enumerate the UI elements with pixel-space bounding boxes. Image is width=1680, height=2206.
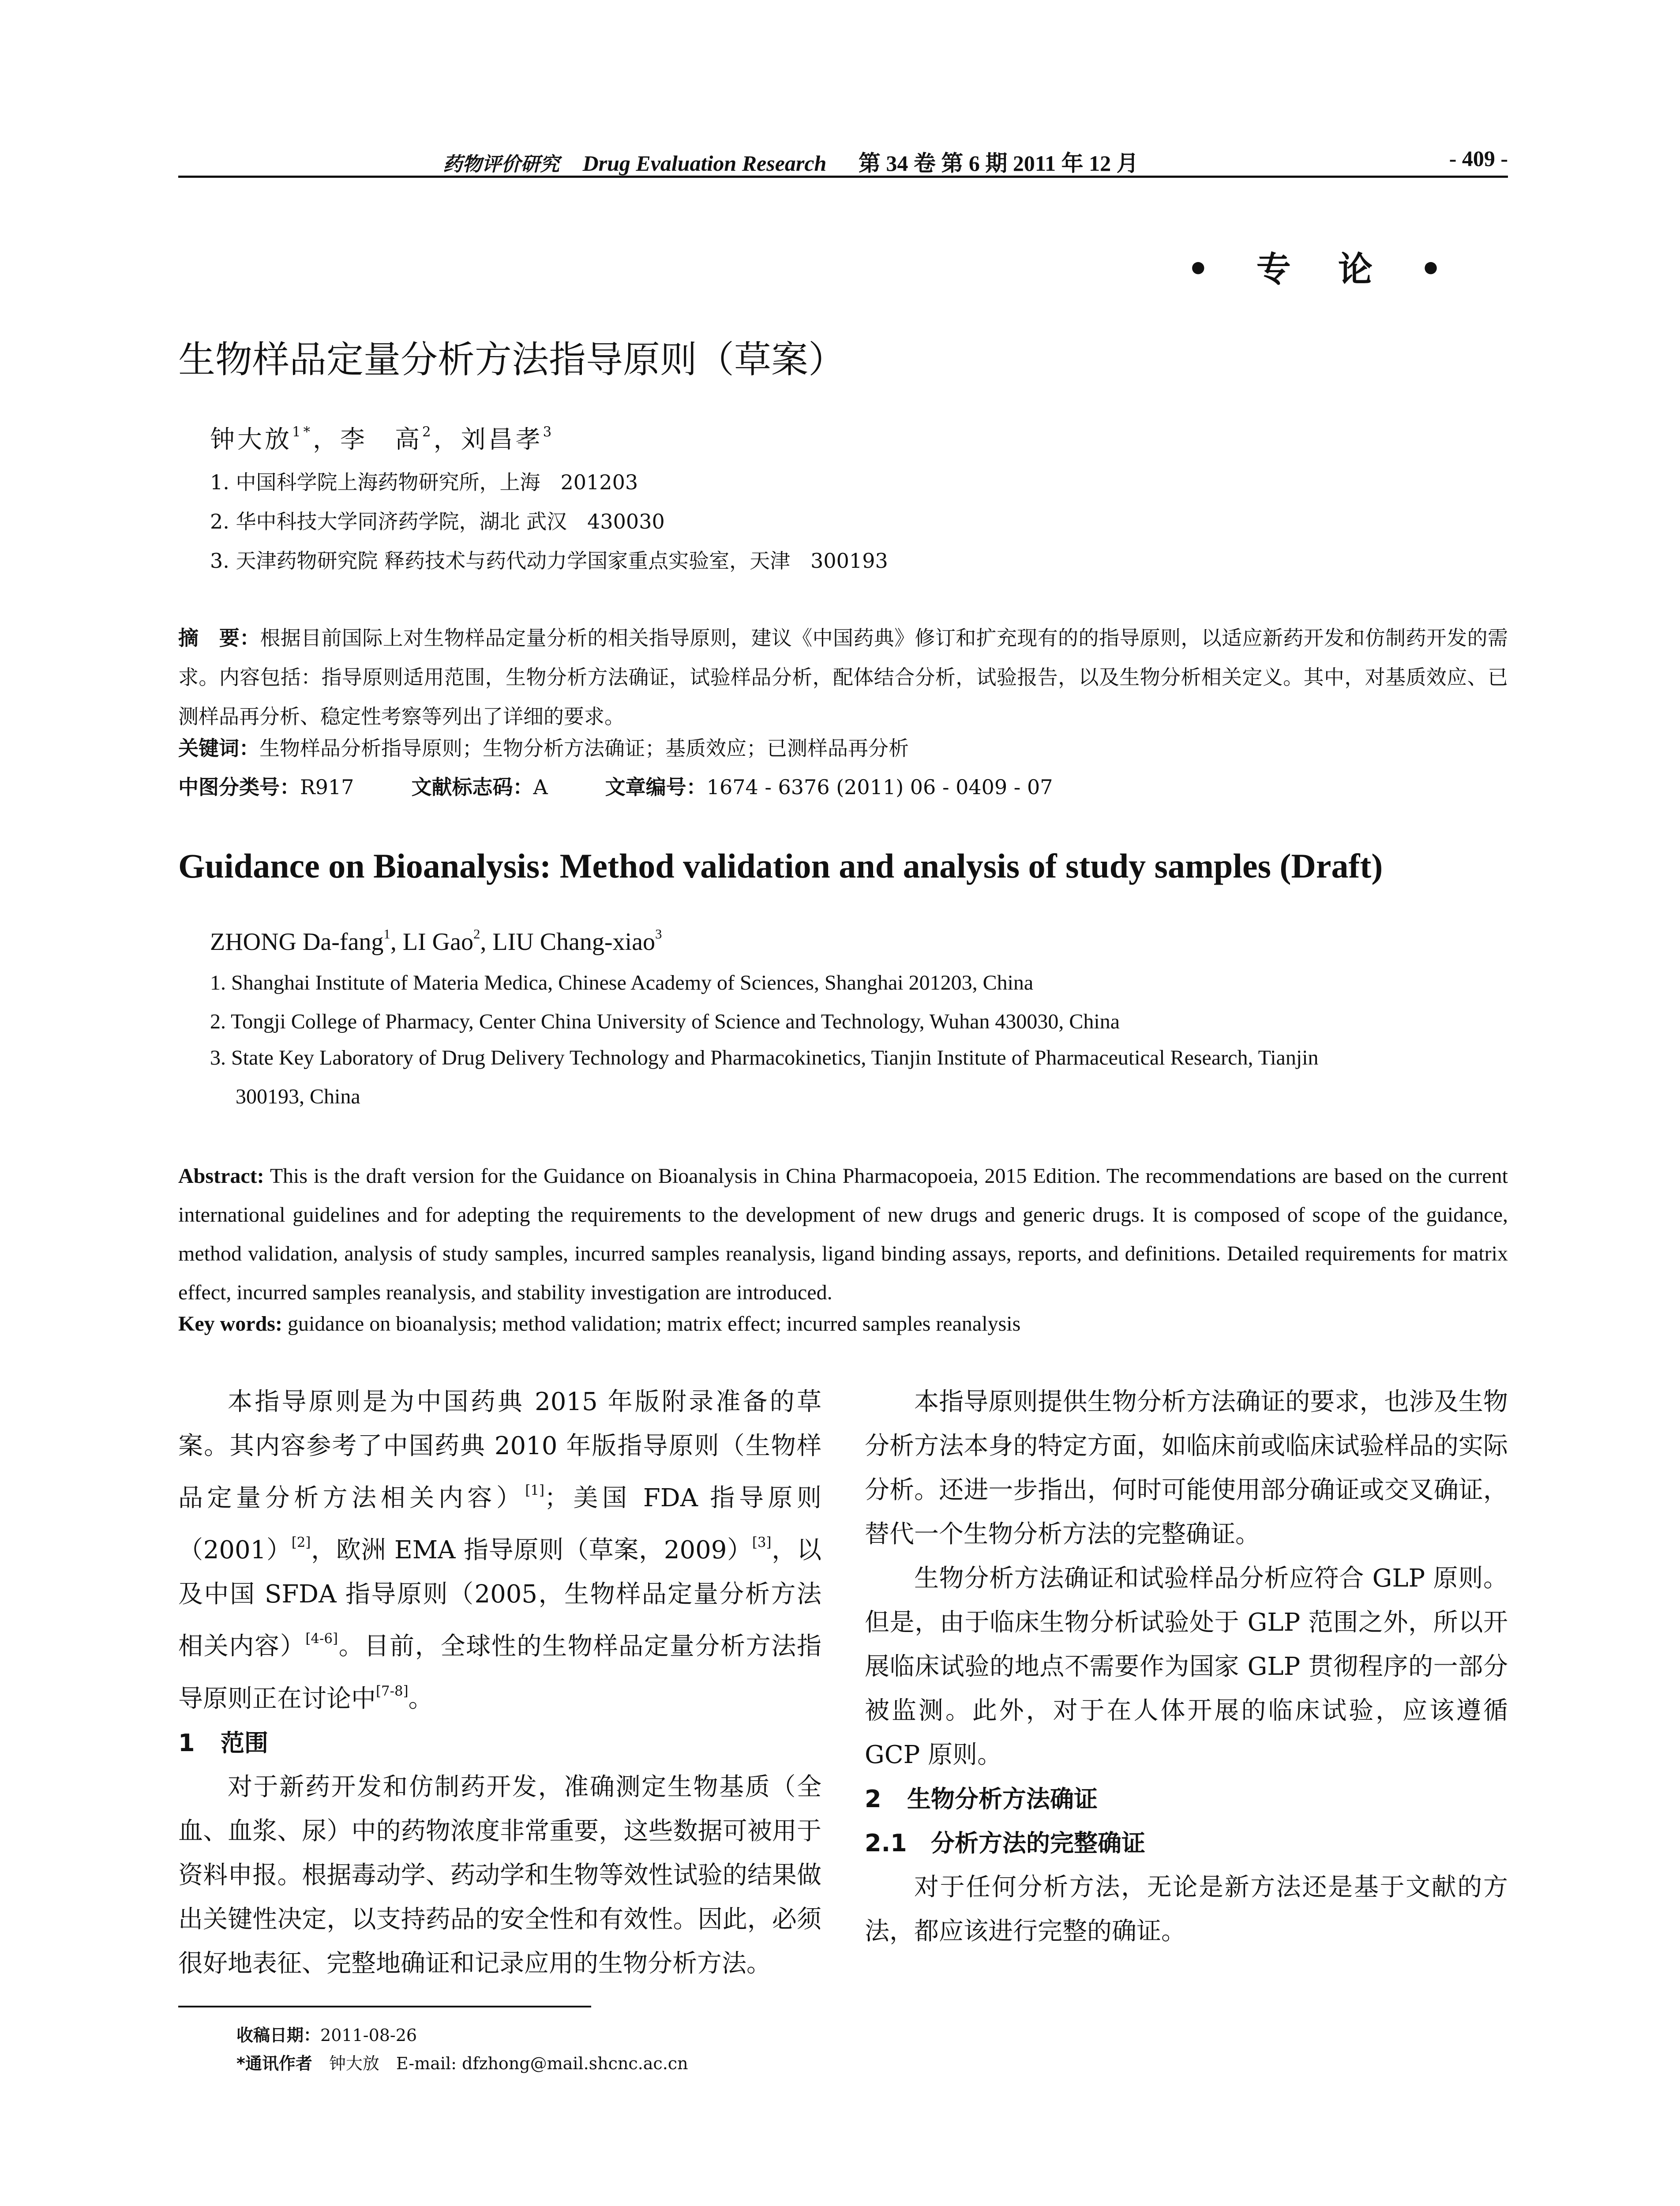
author-name: 李 高	[340, 425, 422, 454]
classification-line	[178, 771, 1053, 800]
body-paragraph: 生物分析方法确证和试验样品分析应符合 GLP 原则。但是，由于临床生物分析试验处于 GLP 范围之外，所以开展临床试验的地点不需要作为国家 GLP 贯彻程序的一部分被监测。此外，对于在人体开展的临床试验，应该遵循 GCP 原则。	[865, 1564, 1508, 1769]
english-authors	[210, 927, 662, 956]
doc-label: 文献标志码：	[411, 775, 533, 799]
body-left-column	[178, 1380, 821, 1986]
keywords-label: 关键词：	[178, 736, 259, 760]
received-label: 收稿日期：	[236, 2026, 321, 2045]
author-separator: ，	[433, 425, 461, 454]
class-value: R917	[300, 775, 354, 799]
section-heading-1	[178, 1721, 821, 1765]
english-keywords	[178, 1312, 1020, 1336]
page-number: - 409 -	[1449, 146, 1508, 171]
section-number: 2	[865, 1785, 881, 1813]
section-heading-2-1	[865, 1821, 1508, 1865]
journal-name: Drug Evaluation Research	[582, 151, 827, 176]
chinese-title: 生物样品定量分析方法指导原则（草案）	[178, 338, 846, 381]
article-value: 1674 - 6376 (2011) 06 - 0409 - 07	[706, 775, 1053, 799]
author-mark: 1	[383, 927, 390, 942]
author-name: ZHONG Da-fang	[210, 928, 384, 956]
author-mark: 1*	[292, 424, 313, 440]
author-separator: ,	[390, 928, 403, 956]
author-name: LIU Chang-xiao	[492, 928, 655, 956]
section-tag: • 专 论 •	[1187, 250, 1459, 289]
chinese-abstract	[178, 619, 1508, 736]
author-name: 钟大放	[210, 425, 292, 454]
section-number: 1	[178, 1729, 195, 1757]
body-paragraph	[178, 1380, 821, 1721]
english-abstract	[178, 1157, 1508, 1312]
section-title: 生物分析方法确证	[907, 1785, 1098, 1813]
section-number: 2.1	[865, 1829, 907, 1857]
keywords-text: 生物样品分析指导原则；生物分析方法确证；基质效应；已测样品再分析	[259, 736, 909, 760]
citation: [3]	[752, 1534, 772, 1551]
citation: [7-8]	[376, 1683, 409, 1699]
author-name: 刘昌孝	[461, 425, 543, 454]
footnote-divider	[178, 2006, 591, 2007]
author-mark: 2	[422, 424, 434, 440]
header-left	[443, 146, 1139, 177]
keywords-label: Key words:	[178, 1312, 282, 1336]
text-run: 。目前，全球性的生物样品定量分析方法指导原则正在讨论中	[178, 1632, 822, 1713]
abstract-label: 摘 要：	[178, 626, 260, 650]
keywords-text: guidance on bioanalysis; method validation; matrix effect; incurred samples reanalysis	[287, 1312, 1021, 1336]
text-run: ；美国 FDA 指导原则（2001）	[178, 1484, 822, 1565]
class-label: 中图分类号：	[178, 775, 300, 799]
chinese-affiliation-1: 1. 中国科学院上海药物研究所，上海 201203	[210, 470, 638, 494]
author-name: LI Gao	[402, 928, 473, 956]
journal-logo: 药物评价研究	[443, 153, 559, 176]
running-header	[178, 140, 1508, 178]
text-run: ，欧洲 EMA 指导原则（草案，2009）	[311, 1536, 752, 1565]
chinese-affiliation-2: 2. 华中科技大学同济药学院，湖北 武汉 430030	[210, 510, 665, 533]
issue-info: 第 34 卷 第 6 期 2011 年 12 月	[858, 151, 1139, 176]
author-mark: 2	[473, 927, 480, 942]
article-label: 文章编号：	[605, 775, 707, 799]
author-separator: ,	[480, 928, 493, 956]
text-run: 本指导原则是为中国药典 2015 年版附录准备的草案。其内容参考了中国药典 2010 年版指导原则（生物样品定量分析方法相关内容）	[178, 1388, 821, 1513]
doc-value: A	[533, 775, 548, 799]
citation: [2]	[291, 1534, 311, 1551]
affiliation-3-continuation: 300193, China	[236, 1085, 360, 1108]
section-title: 范围	[221, 1729, 268, 1757]
body-paragraph: 本指导原则提供生物分析方法确证的要求，也涉及生物分析方法本身的特定方面，如临床前或临床试验样品的实际分析。还进一步指出，何时可能使用部分确证或交叉确证，替代一个生物分析方法的完整确证。	[865, 1388, 1508, 1549]
footnote-received	[236, 2022, 417, 2046]
corresponding-label: *通讯作者	[236, 2054, 312, 2073]
abstract-label: Abstract:	[178, 1164, 264, 1188]
received-date: 2011-08-26	[320, 2026, 417, 2045]
abstract-text: This is the draft version for the Guidance on Bioanalysis in China Pharmacopoeia, 2015 Edition. The recommendations are based on the current international guidelines and for adepting the requirements to the development of new drugs and generic drugs. It is composed of scope of the guidance, method validation, analysis of study samples, incurred samples reanalysis, ligand binding assays, reports, and definitions. Detailed requirements for matrix effect, incurred samples reanalysis, and stability investigation are introduced.	[178, 1164, 1508, 1304]
section-heading-2	[865, 1777, 1508, 1821]
corresponding-info: 钟大放 E-mail: dfzhong@mail.shcnc.ac.cn	[329, 2054, 688, 2073]
affiliation-3-text: 3. State Key Laboratory of Drug Delivery Technology and Pharmacokinetics, Tianjin Institute of Pharmaceutical Research, Tianjin	[210, 1046, 1319, 1069]
chinese-keywords	[178, 732, 909, 762]
chinese-authors	[210, 420, 554, 455]
english-affiliation-2: 2. Tongji College of Pharmacy, Center China University of Science and Technology, Wuhan 430030, China	[210, 1010, 1120, 1033]
chinese-affiliation-3: 3. 天津药物研究院 释药技术与药代动力学国家重点实验室，天津 300193	[210, 549, 888, 573]
body-paragraph: 对于任何分析方法，无论是新方法还是基于文献的方法，都应该进行完整的确证。	[865, 1873, 1508, 1946]
footnote-corresponding	[236, 2050, 688, 2074]
english-title: Guidance on Bioanalysis: Method validation and analysis of study samples (Draft)	[178, 847, 1383, 885]
citation: [1]	[525, 1482, 544, 1498]
text-run: ，以及中国 SFDA 指导原则（2005，生物样品定量分析方法相关内容）	[178, 1536, 822, 1661]
body-right-column	[865, 1380, 1508, 1954]
body-paragraph: 对于新药开发和仿制药开发，准确测定生物基质（全血、血浆、尿）中的药物浓度非常重要，这些数据可被用于资料申报。根据毒动学、药动学和生物等效性试验的结果做出关键性决定，以支持药品的安全性和有效性。因此，必须很好地表征、完整地确证和记录应用的生物分析方法。	[178, 1772, 821, 1978]
author-mark: 3	[655, 927, 662, 942]
text-run: 。	[408, 1684, 433, 1713]
author-mark: 3	[543, 424, 555, 440]
abstract-text: 根据目前国际上对生物样品定量分析的相关指导原则，建议《中国药典》修订和扩充现有的的指导原则，以适应新药开发和仿制药开发的需求。内容包括：指导原则适用范围，生物分析方法确证，试验样品分析，配体结合分析，试验报告，以及生物分析相关定义。其中，对基质效应、已测样品再分析、稳定性考察等列出了详细的要求。	[178, 626, 1508, 728]
author-separator: ，	[313, 425, 340, 454]
english-affiliation-1: 1. Shanghai Institute of Materia Medica, Chinese Academy of Sciences, Shanghai 201203, China	[210, 971, 1034, 994]
citation: [4-6]	[305, 1631, 338, 1647]
english-affiliation-3	[210, 1039, 1507, 1116]
section-title: 分析方法的完整确证	[931, 1829, 1145, 1857]
